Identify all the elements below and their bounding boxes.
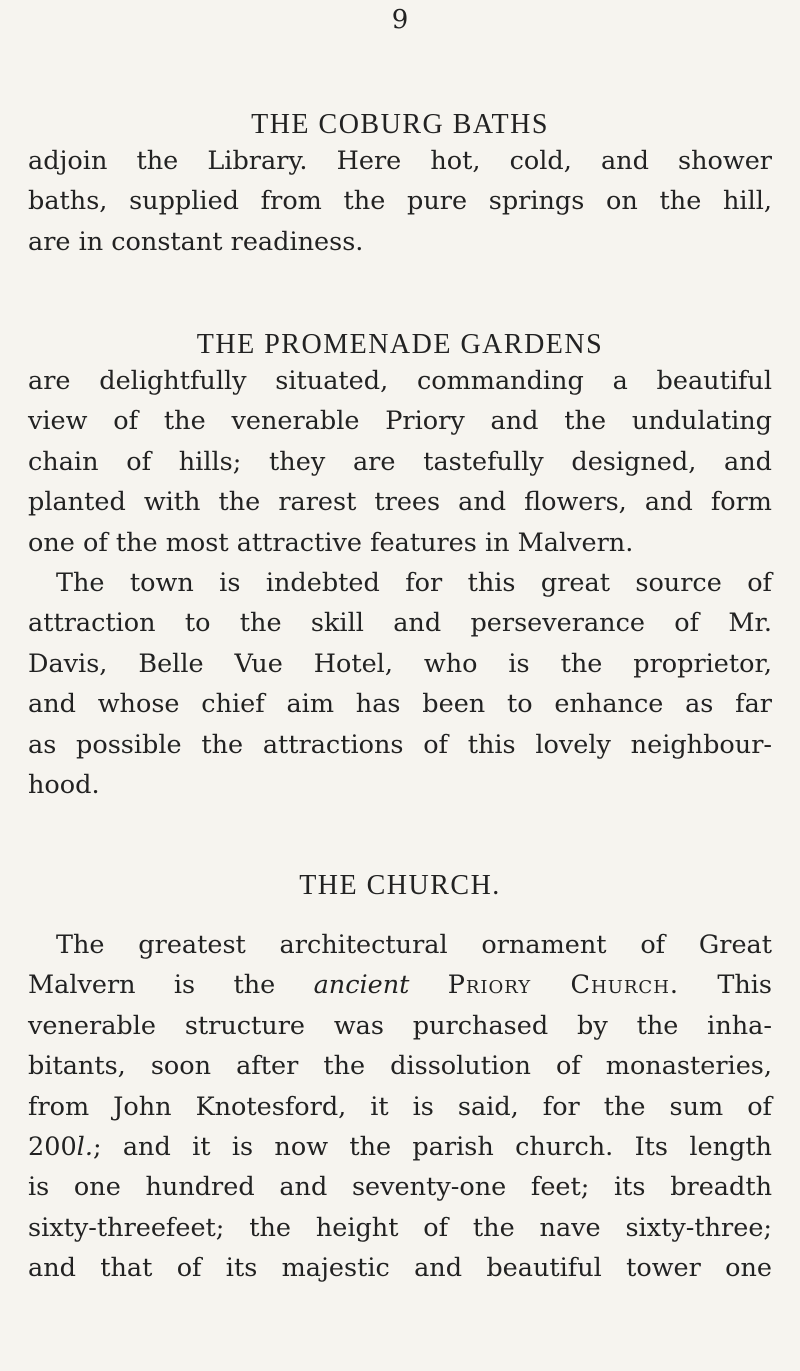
text-line: is one hundred and seventy-one feet; its breadth bbox=[28, 1172, 772, 1203]
text-line: sixty-threefeet; the height of the nave sixty-three; bbox=[28, 1212, 772, 1243]
text-line bbox=[28, 965, 772, 1005]
small-caps-text: Priory Church. bbox=[447, 970, 680, 1001]
heading-promenade-gardens: THE PROMENADE GARDENS bbox=[196, 329, 604, 360]
text-line: are in constant readiness. bbox=[28, 226, 364, 257]
page-number: 9 bbox=[391, 5, 409, 35]
text-line: one of the most attractive features in Malvern. bbox=[28, 527, 634, 558]
text-line: venerable structure was purchased by the inha- bbox=[28, 1010, 772, 1041]
text-run: This bbox=[717, 970, 773, 1001]
heading-coburg-baths: THE COBURG BATHS bbox=[251, 109, 549, 140]
text-line: hood. bbox=[28, 770, 100, 801]
text-run: ; and it is now the parish church. Its length bbox=[92, 1132, 772, 1163]
text-line: attraction to the skill and perseverance of Mr. bbox=[28, 608, 772, 639]
text-line: The town is indebted for this great source of bbox=[56, 568, 772, 599]
text-line: are delightfully situated, commanding a beautiful bbox=[28, 366, 772, 396]
text-line: as possible the attractions of this lovely neighbour- bbox=[28, 729, 772, 760]
text-line: and that of its majestic and beautiful tower one bbox=[28, 1253, 772, 1284]
text-line: The greatest architectural ornament of Great bbox=[56, 930, 772, 960]
text-line: adjoin the Library. Here hot, cold, and shower bbox=[28, 146, 772, 176]
paragraph-church bbox=[28, 925, 772, 1289]
text-line: planted with the rarest trees and flowers, and form bbox=[28, 487, 772, 518]
text-run: Malvern is the bbox=[28, 970, 276, 1001]
paragraph-promenade-gardens bbox=[28, 361, 772, 805]
paragraph-coburg-baths bbox=[28, 141, 772, 262]
text-run: 200 bbox=[28, 1132, 77, 1163]
text-line: bitants, soon after the dissolution of monasteries, bbox=[28, 1051, 772, 1082]
text-line: and whose chief aim has been to enhance as far bbox=[28, 689, 772, 720]
text-line: Davis, Belle Vue Hotel, who is the proprietor, bbox=[28, 648, 772, 679]
text-line: chain of hills; they are tastefully designed, and bbox=[28, 446, 772, 477]
italic-text: ancient bbox=[313, 970, 410, 1001]
text-line: from John Knotesford, it is said, for the sum of bbox=[28, 1091, 772, 1122]
text-line bbox=[28, 1127, 772, 1167]
italic-text: l. bbox=[76, 1132, 93, 1163]
text-line: baths, supplied from the pure springs on the hill, bbox=[28, 186, 772, 217]
text-line: view of the venerable Priory and the undulating bbox=[28, 406, 772, 437]
heading-church: THE CHURCH. bbox=[299, 870, 501, 901]
